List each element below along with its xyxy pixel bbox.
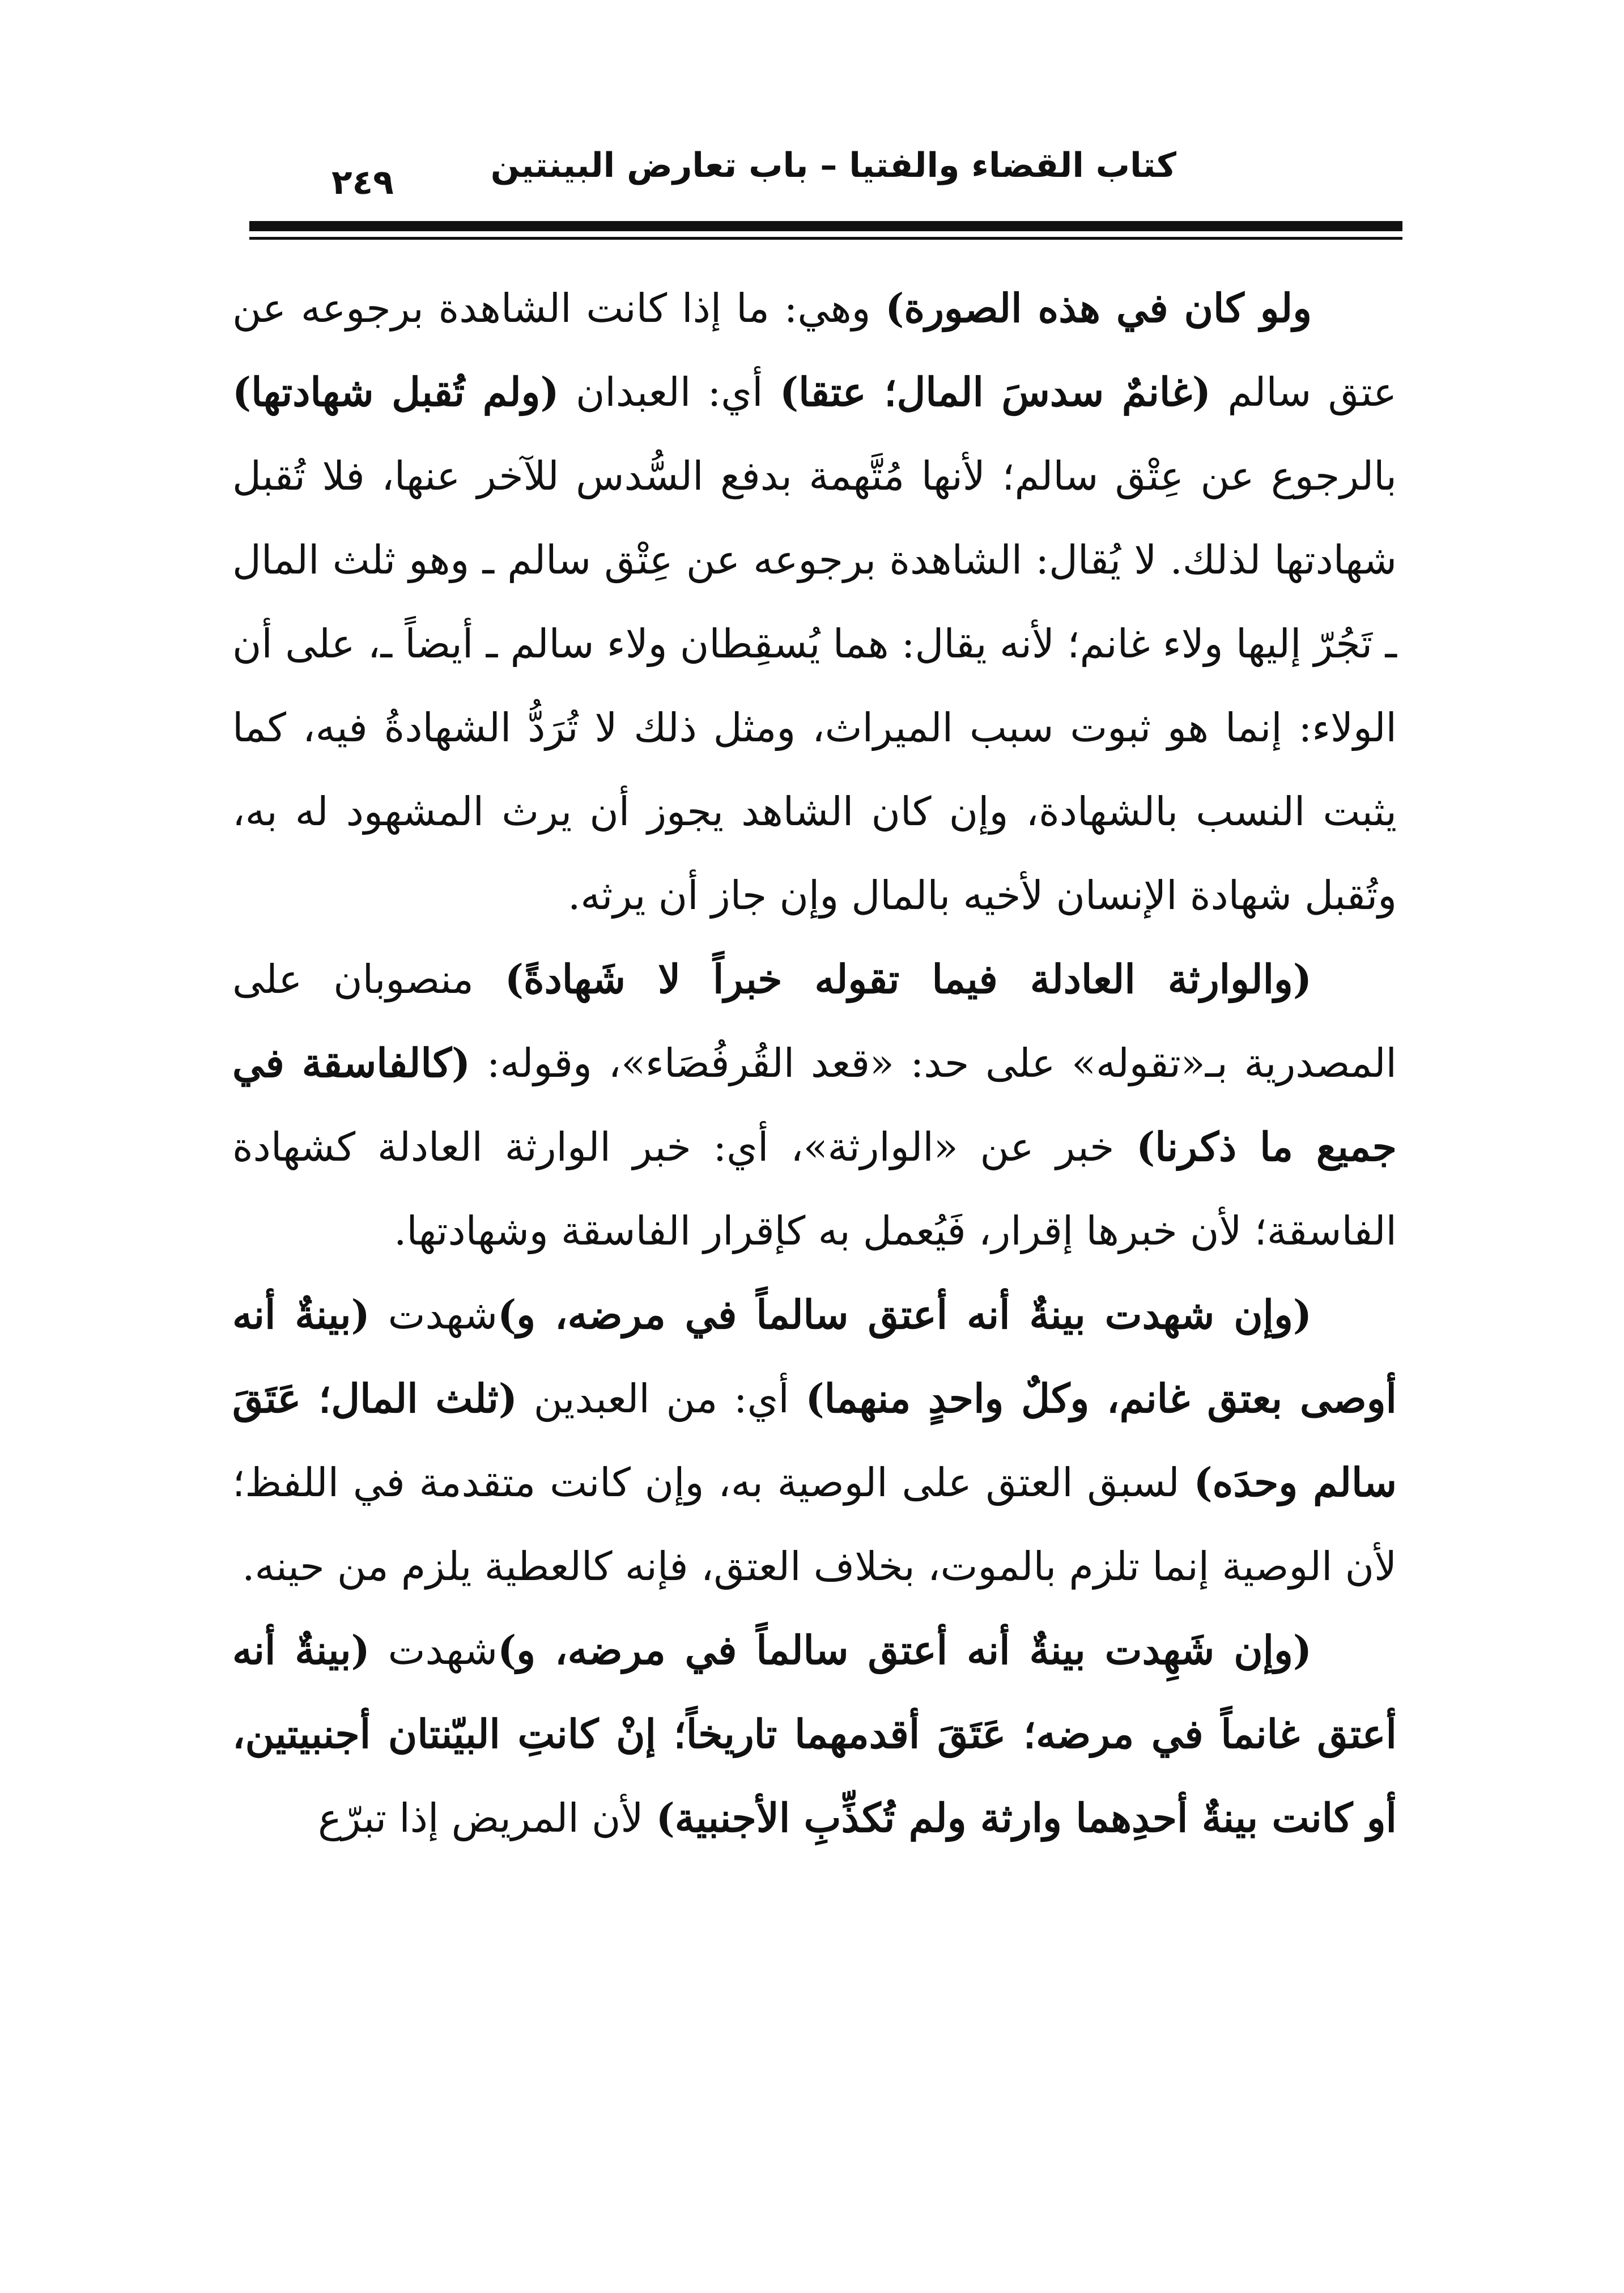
header-rule-thin	[249, 237, 1402, 240]
running-title: كتاب القضاء والفتيا – باب تعارض البينتين	[490, 146, 1176, 185]
bold-text-segment: (والوارثة العادلة فيما تقوله خبراً لا شَهادةً)	[504, 956, 1312, 1003]
text-segment: خبر عن «الوارثة»، أي: خبر الوارثة العادلة كشهادة الفاسقة؛ لأن خبرها إقرار، فَيُعمل به كإقرار الفاسقة وشهادتها.	[232, 1124, 1397, 1254]
body-text	[232, 266, 1397, 1860]
bold-text-segment: (وإن شهدت بينةٌ أنه أعتق سالماً في مرضه، و)	[498, 1291, 1312, 1338]
page-number: ٢٤٩	[331, 163, 394, 202]
bold-text-segment: (بينةٌ أنه أعتق غانماً في مرضه؛ عَتَقَ أقدمهما تاريخاً؛ إنْ كانتِ البيّنتان أجنبيتين، أو كانت بينةٌ أحدِهما وارثة ولم تُكذِّبِ الأجنبية)	[232, 1627, 1397, 1841]
bold-text-segment: (بينةٌ أنه أوصى بعتق غانم، وكلٌ واحدٍ منهما)	[232, 1291, 1397, 1422]
bold-text-segment: (كالفاسقة في جميع ما ذكرنا)	[232, 1039, 1397, 1170]
text-segment: أي: العبدان	[559, 369, 780, 415]
text-segment: وهي: ما إذا كانت الشاهدة برجوعه عن عتق سالم	[232, 285, 1397, 415]
bold-text-segment: ولو كان في هذه الصورة)	[885, 284, 1312, 332]
bold-text-segment: (غانمٌ سدسَ المال؛ عتقا)	[779, 368, 1211, 415]
text-segment: أي: من العبدين	[517, 1375, 806, 1422]
paragraph-2	[232, 937, 1397, 1273]
text-segment: بالرجوع عن عِتْق سالم؛ لأنها مُتَّهمة بدفع السُّدس للآخر عنها، فلا تُقبل شهادتها لذلك. لا يُقال: الشاهدة برجوعه عن عِتْق سالم ـ وهو ثلث المال ـ تَجُرّ إليها ولاء غانم؛ لأنه يقال: هما يُسقِطان ولاء سالم ـ أيضاً ـ، على أن الولاء: إنما هو ثبوت سبب الميراث، ومثل ذلك لا تُرَدُّ الشهادةُ فيه، كما يثبت النسب بالشهادة، وإن كان الشاهد يجوز أن يرث المشهود له به، وتُقبل شهادة الإنسان لأخيه بالمال وإن جاز أن يرثه.	[232, 453, 1397, 919]
text-segment: لسبق العتق على الوصية به، وإن كانت متقدمة في اللفظ؛ لأن الوصية إنما تلزم بالموت، بخلاف العتق، فإنه كالعطية يلزم من حينه.	[232, 1459, 1397, 1590]
paragraph-3	[232, 1273, 1397, 1608]
bold-text-segment: (وإن شَهِدت بينةٌ أنه أعتق سالماً في مرضه، و)	[498, 1627, 1312, 1674]
paragraph-4	[232, 1608, 1397, 1860]
paragraph-1	[232, 266, 1397, 937]
text-segment: شهدت	[369, 1627, 498, 1674]
bold-text-segment: (ولم تُقبل شهادتها)	[232, 368, 559, 415]
header-rule-thick	[249, 221, 1402, 231]
text-segment: شهدت	[369, 1292, 498, 1338]
text-segment: منصوبان على المصدرية بـ«تقوله» على حد: «قعد القُرفُصَاء»، وقوله:	[232, 956, 1397, 1086]
text-segment: لأن المريض إذا تبرّع	[318, 1795, 656, 1841]
bold-text-segment: (ثلث المال؛ عَتَقَ سالم وحدَه)	[232, 1375, 1397, 1506]
